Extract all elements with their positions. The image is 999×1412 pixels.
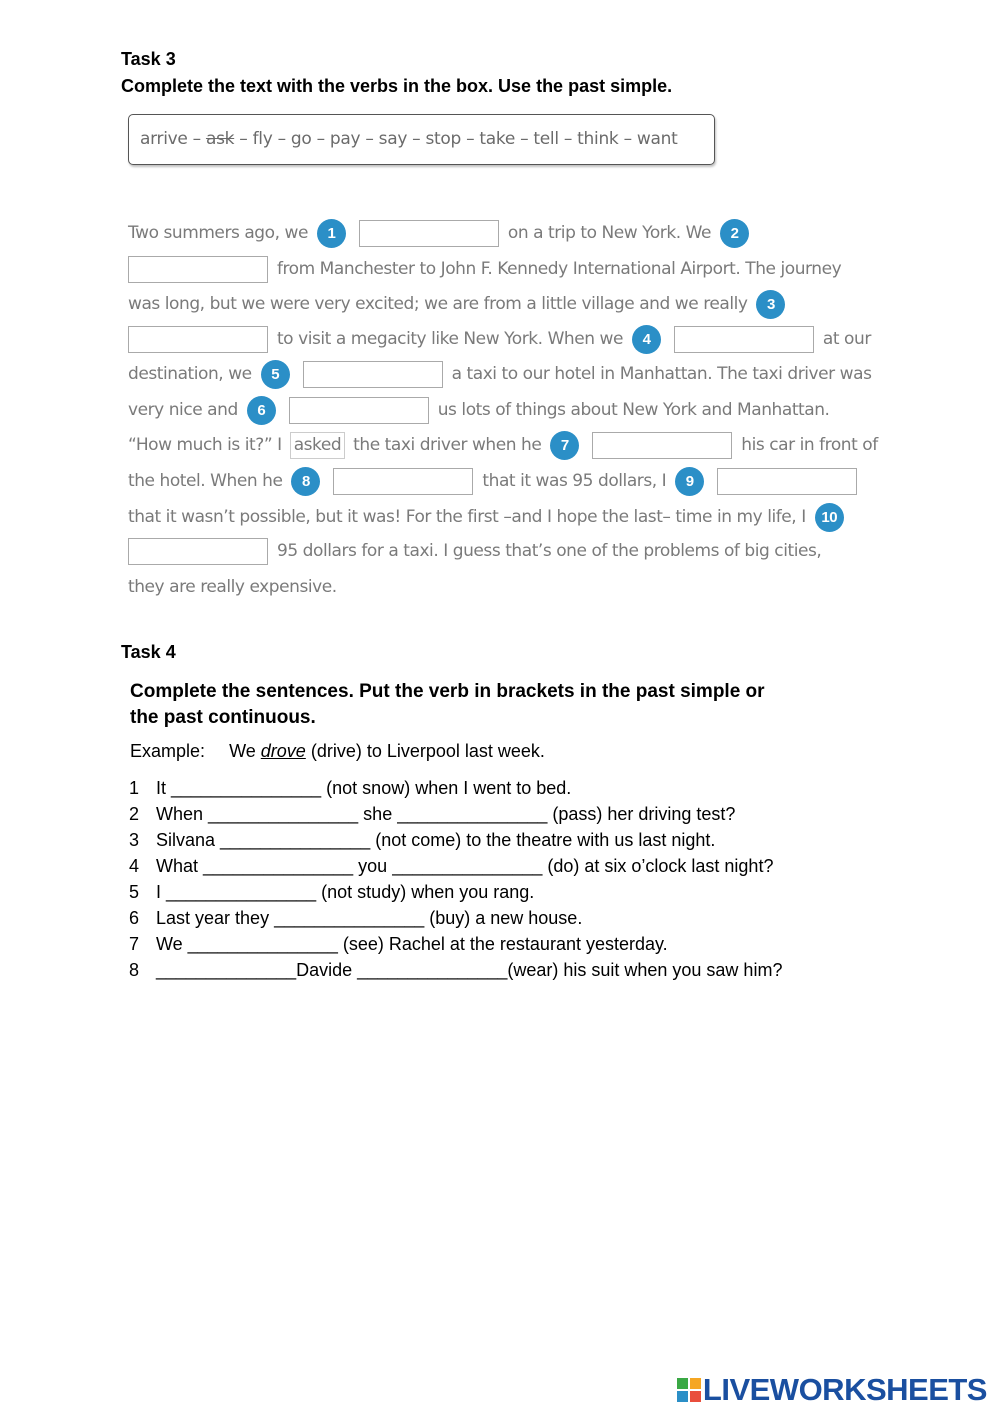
text-segment: the hotel. When he xyxy=(128,471,283,491)
answer-field-7[interactable] xyxy=(592,432,732,459)
text-segment: that it wasn’t possible, but it was! For the first –and I hope the last– time in my life, I xyxy=(128,507,806,527)
answer-field-2[interactable] xyxy=(128,256,268,283)
logo-text: LIVEWORKSHEETS xyxy=(702,1372,987,1407)
sentence-number: 3 xyxy=(129,830,140,850)
example-answer: drove xyxy=(260,741,306,761)
number-badge-6: 6 xyxy=(247,396,276,425)
answer-field-3[interactable] xyxy=(128,326,268,353)
sentence-1 xyxy=(129,776,571,800)
text-segment: at our xyxy=(822,329,871,349)
number-badge-1: 1 xyxy=(317,219,346,248)
text-line-10 xyxy=(128,536,821,566)
text-line-2 xyxy=(128,254,841,284)
example-label: Example: xyxy=(130,741,206,761)
verb-box-before: arrive – xyxy=(140,129,206,149)
task3-instruction: Complete the text with the verbs in the box. Use the past simple. xyxy=(121,76,673,96)
text-segment: “How much is it?” I xyxy=(128,435,282,455)
example-pre: We xyxy=(229,741,256,761)
text-segment: was long, but we were very excited; we are from a little village and we really xyxy=(128,294,748,314)
sentence-4 xyxy=(129,854,773,878)
sentence-text: I _______________ (not study) when you rang. xyxy=(156,882,535,902)
number-badge-2: 2 xyxy=(720,219,749,248)
sentence-number: 2 xyxy=(129,804,140,824)
text-line-6 xyxy=(128,395,830,425)
text-line-9 xyxy=(128,502,848,532)
sentence-number: 7 xyxy=(129,934,140,954)
number-badge-4: 4 xyxy=(632,325,661,354)
sentence-2 xyxy=(129,802,735,826)
answer-field-9[interactable] xyxy=(717,468,857,495)
text-line-11 xyxy=(128,572,337,602)
text-segment: on a trip to New York. We xyxy=(507,223,712,243)
sentence-text: Last year they _______________ (buy) a new house. xyxy=(156,908,583,928)
sentence-3 xyxy=(129,828,715,852)
text-line-5 xyxy=(128,359,871,389)
number-badge-8: 8 xyxy=(291,467,320,496)
task4-instruction xyxy=(130,679,765,731)
text-segment: from Manchester to John F. Kennedy International Airport. The journey xyxy=(276,259,842,279)
task4-instruction-line-2: the past continuous. xyxy=(130,707,316,728)
liveworksheets-logo-icon xyxy=(677,1378,701,1402)
text-segment: they are really expensive. xyxy=(128,577,337,597)
sentence-8 xyxy=(129,958,782,982)
number-badge-5: 5 xyxy=(261,360,290,389)
verb-box-struck: ask xyxy=(205,129,235,149)
answer-field-10[interactable] xyxy=(128,538,268,565)
sentence-6 xyxy=(129,906,582,930)
example-answer-box: asked xyxy=(290,432,346,459)
sentence-number: 4 xyxy=(129,856,140,876)
sentence-text: What _______________ you _______________ (do) at six o’clock last night? xyxy=(156,856,774,876)
text-segment: the taxi driver when he xyxy=(353,435,542,455)
verb-box-after: – fly – go – pay – say – stop – take – tell – think – want xyxy=(234,129,678,149)
task4-instruction-line-1: Complete the sentences. Put the verb in brackets in the past simple or xyxy=(130,681,765,702)
sentence-number: 8 xyxy=(129,960,140,980)
sentence-text: It _______________ (not snow) when I went to bed. xyxy=(156,778,572,798)
example-post: (drive) to Liverpool last week. xyxy=(310,741,545,761)
number-badge-10: 10 xyxy=(815,503,844,532)
sentence-text: When _______________ she _______________ (pass) her driving test? xyxy=(156,804,736,824)
answer-field-8[interactable] xyxy=(333,468,473,495)
text-segment: destination, we xyxy=(128,364,252,384)
verb-box xyxy=(128,114,715,165)
sentence-text: Silvana _______________ (not come) to the theatre with us last night. xyxy=(156,830,716,850)
text-segment: Two summers ago, we xyxy=(128,223,308,243)
sentence-text: We _______________ (see) Rachel at the restaurant yesterday. xyxy=(156,934,668,954)
sentence-5 xyxy=(129,880,534,904)
sentence-number: 1 xyxy=(129,778,140,798)
task4-example xyxy=(130,741,545,762)
text-line-1 xyxy=(128,218,753,248)
answer-field-1[interactable] xyxy=(359,220,499,247)
answer-field-5[interactable] xyxy=(303,361,443,388)
sentence-number: 5 xyxy=(129,882,140,902)
text-segment: to visit a megacity like New York. When we xyxy=(276,329,624,349)
task4-title: Task 4 xyxy=(121,642,176,662)
liveworksheets-logo xyxy=(677,1372,987,1408)
text-segment: his car in front of xyxy=(741,435,878,455)
number-badge-3: 3 xyxy=(756,290,785,319)
text-segment: very nice and xyxy=(128,400,238,420)
text-segment: that it was 95 dollars, I xyxy=(482,471,667,491)
text-segment: us lots of things about New York and Manhattan. xyxy=(437,400,830,420)
text-line-3 xyxy=(128,289,789,319)
sentence-7 xyxy=(129,932,668,956)
text-segment: 95 dollars for a taxi. I guess that’s one of the problems of big cities, xyxy=(276,541,822,561)
number-badge-9: 9 xyxy=(675,467,704,496)
sentence-number: 6 xyxy=(129,908,140,928)
answer-field-4[interactable] xyxy=(674,326,814,353)
task3-title: Task 3 xyxy=(121,49,176,69)
text-line-8 xyxy=(128,466,861,496)
sentence-text: ______________Davide _______________(wear) his suit when you saw him? xyxy=(156,960,783,980)
text-line-4 xyxy=(128,324,871,354)
text-line-7 xyxy=(128,430,878,460)
text-segment: a taxi to our hotel in Manhattan. The taxi driver was xyxy=(451,364,872,384)
number-badge-7: 7 xyxy=(550,431,579,460)
answer-field-6[interactable] xyxy=(289,397,429,424)
